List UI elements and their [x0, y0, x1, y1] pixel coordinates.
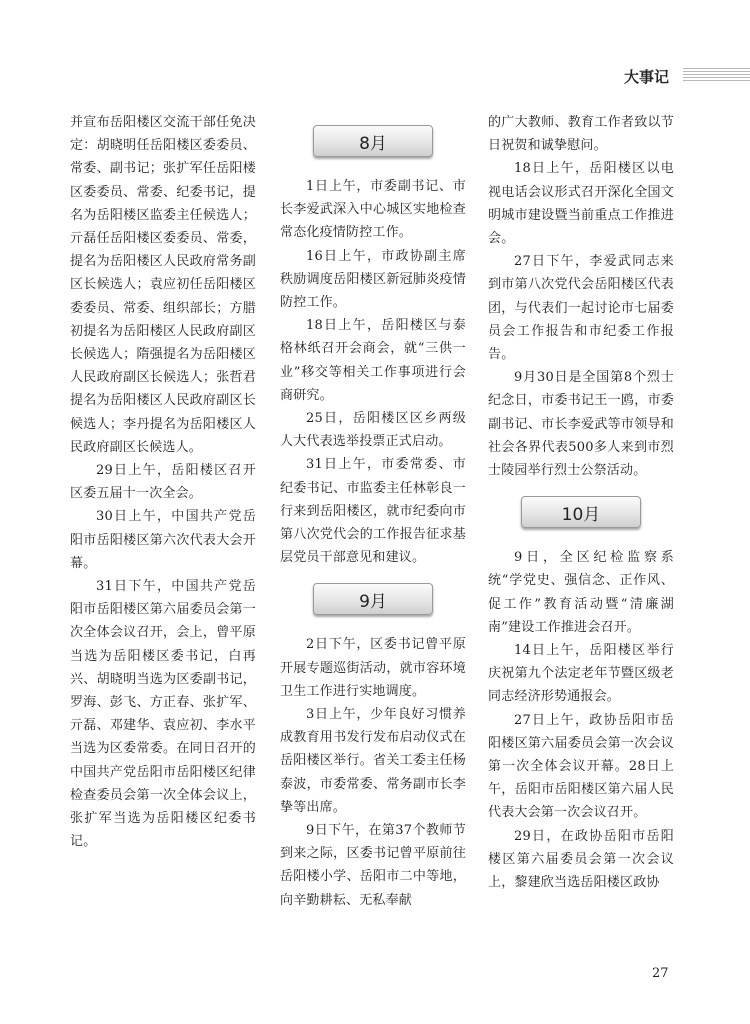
- paragraph: 9日下午，在第37个教师节到来之际，区委书记曾平原前往岳阳楼小学、岳阳市二中等地，向辛勤耕耘、无私奉献: [280, 823, 466, 908]
- page-number: 27: [652, 966, 669, 981]
- month-heading-october: [488, 496, 674, 528]
- paragraph: 9日，全区纪检监察系统“学党史、强信念、正作风、促工作”教育活动暨“清廉湖南”建设工作推进会召开。: [488, 550, 674, 635]
- paragraph: 1日上午，市委副书记、市长李爱武深入中心城区实地检查常态化疫情防控工作。: [280, 179, 466, 241]
- paragraph: 18日上午，岳阳楼区与泰格林纸召开会商会，就“三供一业”移交等相关工作事项进行会商研究。: [280, 318, 466, 403]
- month-heading-august: [280, 125, 466, 157]
- month-heading-september: [280, 583, 466, 615]
- paragraph: 并宣布岳阳楼区交流干部任免决定：胡晓明任岳阳楼区委委员、常委、副书记；张扩军任岳阳楼区委委员、常委、纪委书记，提名为岳阳楼区监委主任候选人；亓磊任岳阳楼区委委员、常委，提名为岳阳楼区人民政府常务副区长候选人；袁应初任岳阳楼区委委员、常委、组织部长；方腊初提名为岳阳楼区人民政府副区长候选人；隋强提名为岳阳楼区人民政府副区长候选人；张哲君提名为岳阳楼区人民政府副区长候选人；李丹提名为岳阳楼区人民政府副区长候选人。: [70, 115, 256, 455]
- paragraph: 31日上午，市委常委、市纪委书记、市监委主任林彰良一行来到岳阳楼区，就市纪委向市第八次党代会的工作报告征求基层党员干部意见和建议。: [280, 457, 466, 566]
- column-left: [70, 111, 256, 854]
- paragraph: 25日，岳阳楼区区乡两级人大代表选举投票正式启动。: [280, 411, 466, 450]
- paragraph: 27日下午，李爱武同志来到市第八次党代会岳阳楼区代表团，与代表们一起讨论市七届委员会工作报告和市纪委工作报告。: [488, 254, 674, 363]
- paragraph: 18日上午，岳阳楼区以电视电话会议形式召开深化全国文明城市建设暨当前重点工作推进会。: [488, 161, 674, 247]
- month-label: 9月: [313, 583, 433, 615]
- paragraph: 31日下午，中国共产党岳阳市岳阳楼区第六届委员会第一次全体会议召开，会上，曾平原当选为岳阳楼区委书记，白再兴、胡晓明当选为区委副书记，罗海、彭飞、方正春、张扩军、亓磊、邓建华、袁应初、李水平当选为区委常委。在同日召开的中国共产党岳阳市岳阳楼区纪律检查委员会第一次全体会议上，张扩军当选为岳阳楼区纪委书记。: [70, 579, 256, 850]
- paragraph: 29日，在政协岳阳市岳阳楼区第六届委员会第一次会议上，黎建欣当选岳阳楼区政协: [488, 828, 674, 891]
- section-title: 大事记: [624, 68, 670, 86]
- paragraph: 2日下午，区委书记曾平原开展专题巡街活动，就市容环境卫生工作进行实地调度。: [280, 637, 466, 699]
- column-middle: [280, 111, 466, 912]
- paragraph: 30日上午，中国共产党岳阳市岳阳楼区第六次代表大会开幕。: [70, 509, 256, 571]
- paragraph: 16日上午，市政协副主席秩励调度岳阳楼区新冠肺炎疫情防控工作。: [280, 248, 466, 311]
- month-label: 10月: [521, 496, 641, 528]
- paragraph: 29日上午，岳阳楼区召开区委五届十一次全会。: [70, 463, 256, 502]
- paragraph: 的广大教师、教育工作者致以节日祝贺和诚挚慰问。: [488, 115, 674, 154]
- paragraph: 3日上午，少年良好习惯养成教育用书发行发布启动仪式在岳阳楼区举行。省关工委主任杨泰波，市委常委、常务副市长李挚等出席。: [280, 707, 466, 815]
- paragraph: 14日上午，岳阳楼区举行庆祝第九个法定老年节暨区级老同志经济形势通报会。: [488, 643, 674, 705]
- paragraph: 27日上午，政协岳阳市岳阳楼区第六届委员会第一次会议第一次全体会议开幕。28日上午，岳阳市岳阳楼区第六届人民代表大会第一次会议召开。: [488, 712, 674, 821]
- paragraph: 9月30日是全国第8个烈士纪念日，市委书记王一鸥，市委副书记、市长李爱武等市领导和社会各界代表500多人来到市烈士陵园举行烈士公祭活动。: [488, 370, 674, 479]
- column-right: [488, 111, 674, 894]
- month-label: 8月: [313, 125, 433, 157]
- header-decorative-lines: [683, 68, 750, 81]
